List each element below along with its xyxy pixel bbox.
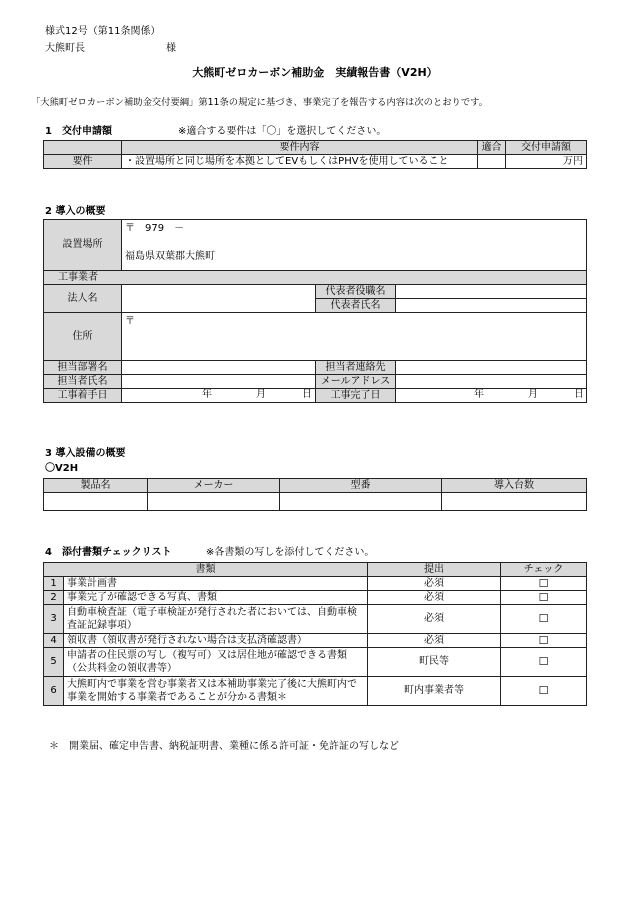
- header-amount: 交付申請額: [506, 141, 587, 155]
- end-date-field[interactable]: [396, 389, 587, 403]
- section3-subtitle: 〇V2H: [45, 463, 79, 474]
- email-label: メールアドレス: [316, 375, 396, 389]
- header-quantity: 導入台数: [442, 479, 587, 493]
- submission-type: 町民等: [368, 648, 501, 677]
- table-row: 5 申請者の住民票の写し（複写可）又は居住地が確認できる書類（公共料金の領収書等） 町民等 ☐: [44, 648, 587, 677]
- requirement-content: ・設置場所と同じ場所を本拠としてEVもしくはPHVを使用していること: [122, 155, 478, 169]
- table-row: 4 領収書（領収書が発行されない場合は支払済確認書） 必須 ☐: [44, 634, 587, 648]
- checklist-table: [43, 562, 587, 706]
- end-year: 年: [474, 389, 484, 400]
- section1-title: 1 交付申請額: [45, 126, 112, 137]
- section1-note: ※適合する要件は「〇」を選択してください。: [178, 126, 387, 137]
- dept-field[interactable]: [122, 361, 316, 375]
- submission-type: 必須: [368, 577, 501, 591]
- end-month: 月: [528, 389, 538, 400]
- footnote: ＊ 開業届、確定申告書、納税証明書、業種に係る許可証・免許証の写しなど: [49, 741, 399, 752]
- rep-name-label: 代表者氏名: [316, 299, 396, 313]
- submission-type: 必須: [368, 591, 501, 605]
- header-check: チェック: [501, 563, 587, 577]
- contact-label: 担当者連絡先: [316, 361, 396, 375]
- document-title: 大熊町ゼロカーボン補助金 実績報告書（V2H）: [192, 66, 438, 79]
- postal-code: 〒 979 －: [125, 223, 185, 234]
- submission-type: 必須: [368, 634, 501, 648]
- model-field[interactable]: [280, 493, 442, 511]
- header-requirement-content: 要件内容: [122, 141, 478, 155]
- start-date-field[interactable]: [122, 389, 316, 403]
- requirement-label: 要件: [44, 155, 122, 169]
- table-row: 3 自動車検査証（電子車検証が発行された者においては、自動車検査証記録事項） 必須 ☐: [44, 605, 587, 634]
- contact-field[interactable]: [396, 361, 587, 375]
- header-model: 型番: [280, 479, 442, 493]
- maker-field[interactable]: [148, 493, 280, 511]
- document-name: 申請者の住民票の写し（複写可）又は居住地が確認できる書類（公共料金の領収書等）: [64, 648, 368, 677]
- quantity-field[interactable]: [442, 493, 587, 511]
- rep-title-field[interactable]: [396, 285, 587, 299]
- header-product-name: 製品名: [44, 479, 148, 493]
- dept-label: 担当部署名: [44, 361, 122, 375]
- corp-name-field[interactable]: [122, 285, 316, 313]
- section1-table: [43, 140, 587, 169]
- table-row: 6 大熊町内で事業を営む事業者又は本補助事業完了後に大熊町内で事業を開始する事業者であることが分かる書類＊ 町内事業者等 ☐: [44, 677, 587, 706]
- person-field[interactable]: [122, 375, 316, 389]
- contractor-label: 工事業者: [44, 271, 587, 285]
- corp-name-label: 法人名: [44, 285, 122, 313]
- section4-note: ※各書類の写しを添付してください。: [206, 547, 375, 558]
- submission-type: 必須: [368, 605, 501, 634]
- header-conformity: 適合: [478, 141, 506, 155]
- document-name: 事業完了が確認できる写真、書類: [64, 591, 368, 605]
- rep-title-label: 代表者役職名: [316, 285, 396, 299]
- section4-title: 4 添付書類チェックリスト: [45, 547, 172, 558]
- end-day: 日: [574, 389, 584, 400]
- address-label: 住所: [44, 313, 122, 361]
- section2-table: [43, 219, 587, 403]
- rep-name-field[interactable]: [396, 299, 587, 313]
- product-name-field[interactable]: [44, 493, 148, 511]
- location-label: 設置場所: [44, 220, 122, 271]
- email-field[interactable]: [396, 375, 587, 389]
- header-maker: メーカー: [148, 479, 280, 493]
- document-name: 事業計画書: [64, 577, 368, 591]
- header-submission: 提出: [368, 563, 501, 577]
- checkbox-icon[interactable]: ☐: [501, 648, 587, 677]
- location-field[interactable]: [122, 220, 587, 271]
- checkbox-icon[interactable]: ☐: [501, 677, 587, 706]
- addressee: 大熊町長: [45, 43, 85, 54]
- start-month: 月: [256, 389, 266, 400]
- amount-field[interactable]: 万円: [506, 155, 587, 169]
- address-field[interactable]: [122, 313, 587, 361]
- person-label: 担当者氏名: [44, 375, 122, 389]
- address-postal-mark: 〒: [125, 316, 135, 327]
- document-name: 自動車検査証（電子車検証が発行された者においては、自動車検査証記録事項）: [64, 605, 368, 634]
- equipment-table: [43, 478, 587, 511]
- end-date-label: 工事完了日: [316, 389, 396, 403]
- document-name: 領収書（領収書が発行されない場合は支払済確認書）: [64, 634, 368, 648]
- table-row: 1 事業計画書 必須 ☐: [44, 577, 587, 591]
- checkbox-icon[interactable]: ☐: [501, 605, 587, 634]
- intro-text: 「大熊町ゼロカーボン補助金交付要綱」第11条の規定に基づき、事業完了を報告する内容は次のとおりです。: [31, 97, 488, 108]
- checkbox-icon[interactable]: ☐: [501, 591, 587, 605]
- conformity-field[interactable]: [478, 155, 506, 169]
- section3-title: 3 導入設備の概要: [45, 448, 126, 459]
- addressee-honorific: 様: [166, 43, 176, 54]
- section2-title: 2 導入の概要: [45, 206, 106, 217]
- checkbox-icon[interactable]: ☐: [501, 577, 587, 591]
- table-row: 2 事業完了が確認できる写真、書類 必須 ☐: [44, 591, 587, 605]
- start-day: 日: [302, 389, 312, 400]
- document-name: 大熊町内で事業を営む事業者又は本補助事業完了後に大熊町内で事業を開始する事業者であることが分かる書類＊: [64, 677, 368, 706]
- header-documents: 書類: [44, 563, 368, 577]
- start-year: 年: [202, 389, 212, 400]
- form-number: 様式12号（第11条関係）: [45, 26, 161, 37]
- start-date-label: 工事着手日: [44, 389, 122, 403]
- checkbox-icon[interactable]: ☐: [501, 634, 587, 648]
- submission-type: 町内事業者等: [368, 677, 501, 706]
- location-address: 福島県双葉郡大熊町: [125, 251, 215, 262]
